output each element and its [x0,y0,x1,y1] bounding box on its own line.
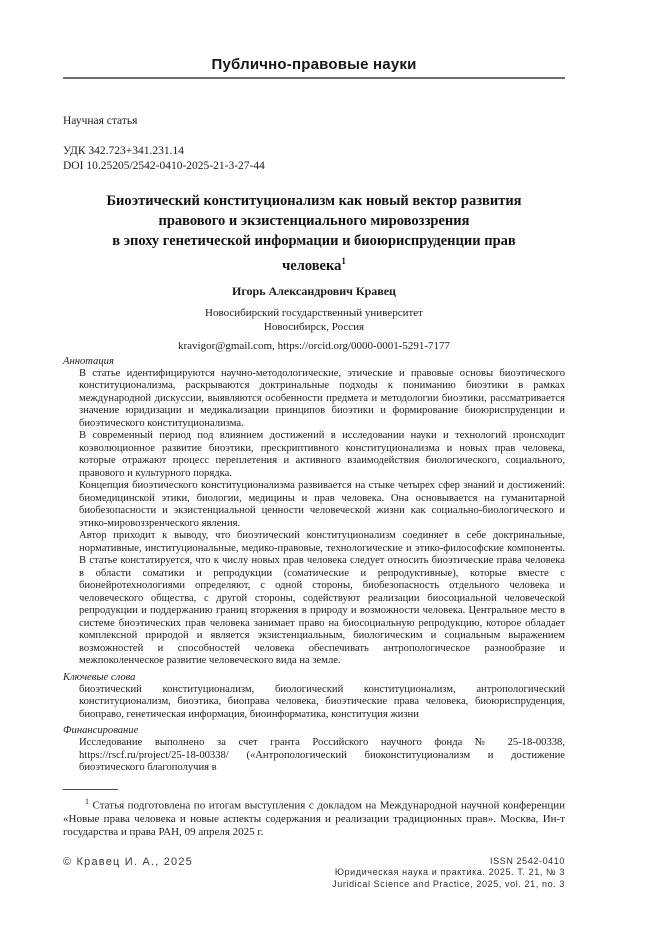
abstract-paragraph: Автор приходит к выводу, что биоэтический конституционализм соединяет в себе доктринальные, нормативные, институциональные, медико-правовые, технологические и этико-философские компоненты. В статье констатируется, что к числу новых прав человека следует относить биоэтические права человека в области соматики и репродукции (соматические и репродуктивные), которые вместе с бионейротехнологиями определяют, с одной стороны, биобезопасность отдельного человека и человеческого общества, с другой стороны, содействуют реализации биосоциальной человеческой репродукции и поддержанию границ вторжения в природу и возможности человека. Центральное место в системе биоэтических прав человека занимает право на биосоциальную репродукцию, которое обладает комплексной природой и является экзистенциальным, биологическим и социальным выражением возможностей и способностей человека обеспечивать антропологическое разнообразие и межпоколенческое развитие человеческого вида на земле. [79,530,565,667]
footer-journal-en: Juridical Science and Practice, 2025, vol. 21, no. 3 [332,878,565,889]
contact-line[interactable]: kravigor@gmail.com, https://orcid.org/0000-0001-5291-7177 [177,339,451,352]
footnote-body: Статья подготовлена по итогам выступления с докладом на Международной научной конференции «Новые права человека и новые аспекты содержания и реализации традиционных прав». Москва, Ин-т государства и права РАН, 09 апреля 2025 г. [63,799,565,839]
funding-heading: Финансирование [63,725,139,737]
affiliation-block [63,306,565,334]
author-name: Игорь Александрович Кравец [232,283,396,298]
abstract-paragraph: Концепция биоэтического конституционализма развивается на стыке четырех сфер знаний и достижений: биомедицинской этики, биологии, медицины и прав человека. Она основывается на гуманитарной биобезопасности и экзистенциальной ценности человеческой жизни как социально-биологического и этико-мировоззренческого явления. [79,480,565,529]
affiliation-city: Новосибирск, Россия [263,320,365,333]
header-rule [63,77,565,79]
footer-issn: ISSN 2542-0410 [490,855,565,866]
journal-footer [332,856,565,891]
footnote-mark: 1 [85,796,89,806]
affiliation-institution: Новосибирский государственный университет [205,306,423,319]
title-line-text: человека [282,257,342,274]
title-line: Биоэтический конституционализм как новый вектор развития [106,193,522,209]
keywords-text: биоэтический конституционализм, биологический конституционализм, антропологический конституционализм, биоэтика, биоправа человека, биоэтические права человека, биоюриспруденция, биоправо, генетическая информация, биоинформатика, конституция жизни [79,683,565,720]
copyright-line: © Кравец И. А., 2025 [63,855,193,868]
footnote-separator [63,789,118,790]
doi-line: DOI 10.25205/2542-0410-2025-21-3-27-44 [63,160,265,172]
title-line-last [63,251,565,276]
keywords-heading: Ключевые слова [63,671,136,683]
abstract-paragraph: В статье идентифицируются научно-методологические, этические и правовые основы биоэтического конституционализма, раскрываются доктринальные подходы к пониманию биоэтики в рамках международной дискуссии, выявляются особенности предмета и методологии биоэтики, рассматривается значение юридизации и медикализации принципов биоэтики и формирование биоюриспруденции и биоэтического конституционализма. [79,367,565,429]
funding-body [63,737,565,775]
abstract-paragraph: В современный период под влиянием достижений в исследовании науки и технологий происходит коэволюционное развитие биоэтики, прескриптивного конституционализма и новых прав человека, которые отражают процесс переплетения и активного взаимодействия биологического, социального, правового и культурного порядка. [79,430,565,479]
title-line: правового и экзистенциального мировоззрения [158,213,470,229]
article-title [63,191,565,276]
udc-line: УДК 342.723+341.231.14 [63,145,184,157]
identifier-block [63,144,565,174]
article-type-label: Научная статья [63,115,138,127]
abstract-body [63,368,565,668]
title-footnote-mark: 1 [341,256,346,266]
footnote [63,795,565,840]
title-line: в эпоху генетической информации и биоюриспруденции прав [112,233,516,249]
funding-text: Исследование выполнено за счет гранта Российского научного фонда № 25-18-00338, https://rscf.ru/project/25-18-00338/ («Антропологический биоконституционализм и достижение биоэтического благополучия в [79,737,565,774]
page-content [63,0,565,868]
abstract-heading: Аннотация [63,355,114,367]
footer-journal-ru: Юридическая наука и практика. 2025. Т. 21, № 3 [334,867,565,877]
section-header: Публично-правовые науки [211,56,417,73]
keywords-body [63,684,565,722]
